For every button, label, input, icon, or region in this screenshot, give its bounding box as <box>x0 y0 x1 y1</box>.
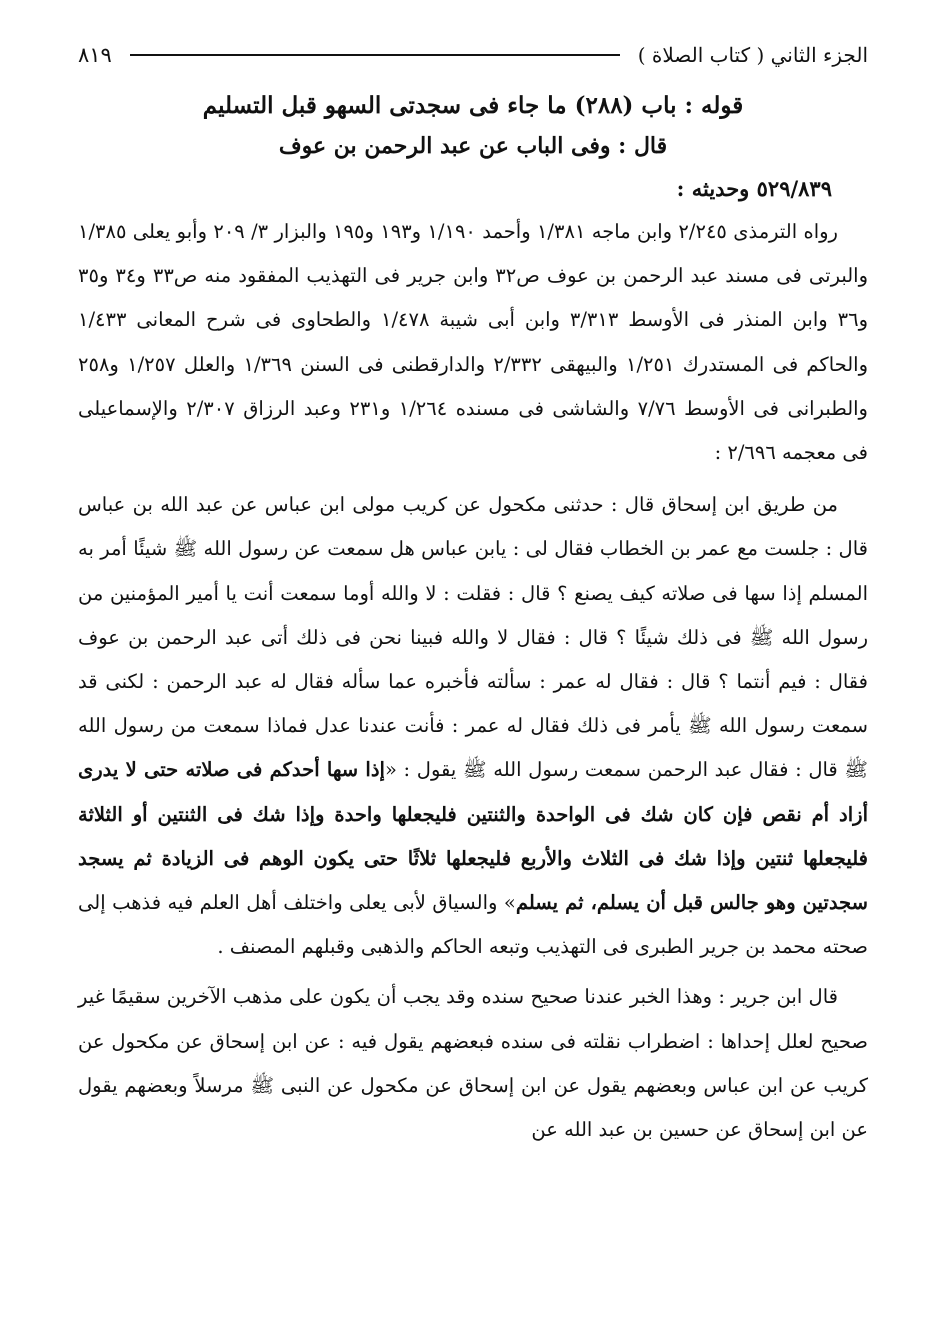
narration-text: من طريق ابن إسحاق قال : حدثنى مكحول عن كريب مولى ابن عباس عن عبد الله بن عباس قال : جلست مع عمر بن الخطاب فقال لى : يابن عباس هل سمعت عن رسول الله ﷺ شيئًا أمر به المسلم إذا سها فى صلاته كيف يصنع ؟ قال : فقلت : لا والله أوما سمعت أنت يا أمير المؤمنين من رسول الله ﷺ فى ذلك شيئًا ؟ قال : فقال لا والله فبينا نحن فى ذلك أتى عبد الرحمن بن عوف فقال : فيم أنتما ؟ قال : فقال له عمر : سألته فأخبره عما سأله فقال له عبد الرحمن : لكنى قد سمعت رسول الله ﷺ يأمر فى ذلك فقال له عمر : فأنت عندنا عدل فماذا سمعت من رسول الله ﷺ قال : فقال عبد الرحمن سمعت رسول الله ﷺ يقول : « <box>78 493 868 782</box>
narration-paragraph <box>78 483 868 969</box>
running-head <box>78 38 868 72</box>
chapter-heading: قوله : باب (٢٨٨) ما جاء فى سجدتى السهو قبل التسليم <box>202 92 744 119</box>
book-page <box>78 38 868 1328</box>
page-number: ٨١٩ <box>78 43 112 67</box>
hadith-number: ٥٢٩/٨٣٩ وحديثه : <box>676 176 832 201</box>
running-head-rule <box>130 54 620 56</box>
narration-commentary: » والسياق لأبى يعلى واختلف أهل العلم فيه فذهب إلى صحته محمد بن جرير الطبرى فى التهذيب وتبعه الحاكم والذهبى وقبلهم المصنف . <box>78 891 868 959</box>
running-head-title: الجزء الثاني ( كتاب الصلاة ) <box>637 43 868 67</box>
ibn-jarir-paragraph: قال ابن جرير : وهذا الخبر عندنا صحيح سنده وقد يجب أن يكون على مذهب الآخرين سقيمًا غير صحيح لعلل إحداها : اضطراب نقلته فى سنده فبعضهم يقول فيه : عن ابن إسحاق عن مكحول عن كريب عن ابن عباس وبعضهم يقول عن ابن إسحاق عن مكحول عن النبى ﷺ مرسلاً وبعضهم يقول عن ابن إسحاق عن حسين بن عبد الله عن <box>78 985 868 1142</box>
chapter-subheading: قال : وفى الباب عن عبد الرحمن بن عوف <box>278 133 668 159</box>
hadith-text: إذا سها أحدكم فى صلاته حتى لا يدرى أزاد أم نقص فإن كان شك فى الواحدة والثنتين فليجعلها واحدة وإذا شك فى الثنتين أو الثلاثة فليجعلها ثنتين وإذا شك فى الثلاث والأربع فليجعلها ثلاثًا حتى يكون الوهم فى الزيادة ثم يسجد سجدتين وهو جالس قبل أن يسلم، ثم يسلم <box>78 758 868 915</box>
takhrij-paragraph: رواه الترمذى ٢/٢٤٥ وابن ماجه ١/٣٨١ وأحمد ١/١٩٠ و١٩٣ و١٩٥ والبزار ٣/ ٢٠٩ وأبو يعلى ١/٣٨٥ والبرتى فى مسند عبد الرحمن بن عوف ص٣٢ وابن جرير فى التهذيب المفقود منه ص٣٣ و٣٤ و٣٥ و٣٦ وابن المنذر فى الأوسط ٣/٣١٣ وابن أبى شيبة ١/٤٧٨ والطحاوى فى شرح المعانى ١/٤٣٣ والحاكم فى المستدرك ١/٢٥١ والبيهقى ٢/٣٣٢ والدارقطنى فى السنن ١/٣٦٩ والعلل ١/٢٥٧ و٢٥٨ والطبرانى فى الأوسط ٧/٧٦ والشاشى فى مسنده ١/٢٦٤ و٢٣١ وعبد الرزاق ٢/٣٠٧ والإسماعيلى فى معجمه ٢/٦٩٦ : <box>78 220 868 465</box>
